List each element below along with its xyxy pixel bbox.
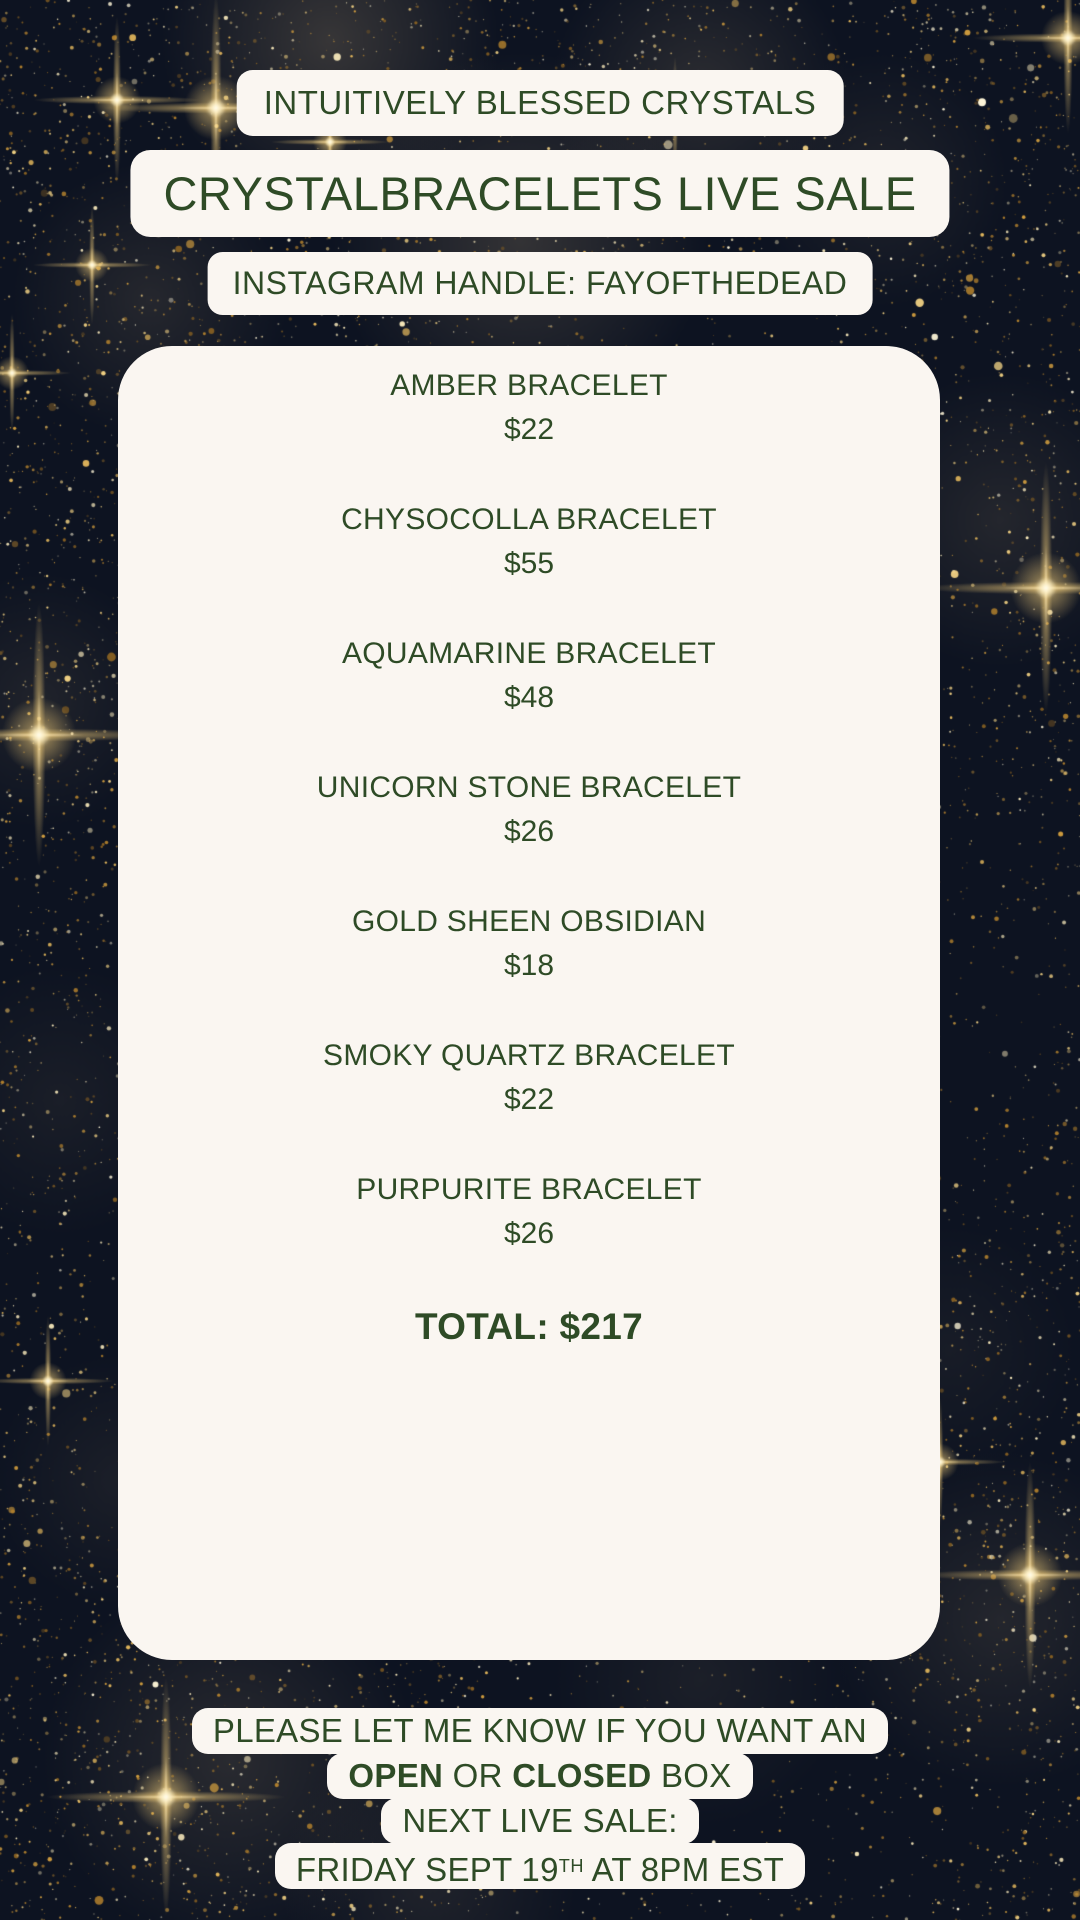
ordinal-suffix: TH	[558, 1856, 584, 1876]
item-price: $55	[503, 547, 555, 580]
open-option-text: OPEN	[348, 1757, 444, 1794]
footer-line-box-options	[327, 1753, 752, 1799]
item-name: PURPURITE BRACELET	[356, 1173, 702, 1206]
item-name: GOLD SHEEN OBSIDIAN	[351, 905, 707, 938]
item-row	[118, 1037, 940, 1119]
instagram-banner	[208, 252, 873, 315]
footer	[0, 1709, 1080, 1889]
total-line: TOTAL: $217	[414, 1306, 644, 1347]
footer-line-next-sale-date	[275, 1843, 805, 1889]
footer-text: AT 8PM EST	[583, 1851, 785, 1889]
footer-text: NEXT LIVE SALE:	[402, 1802, 678, 1839]
item-name: CHYSOCOLLA BRACELET	[341, 503, 717, 536]
brand-banner	[237, 70, 844, 136]
title-banner	[130, 150, 949, 237]
item-name: UNICORN STONE BRACELET	[316, 771, 742, 804]
item-row	[118, 367, 940, 449]
item-price: $26	[503, 1217, 555, 1250]
item-price: $26	[503, 815, 555, 848]
item-row	[118, 903, 940, 985]
item-row	[118, 501, 940, 583]
footer-text: FRIDAY SEPT 19	[295, 1851, 559, 1889]
brand-text: INTUITIVELY BLESSED CRYSTALS	[263, 84, 817, 121]
item-price: $18	[503, 949, 555, 982]
footer-line-next-sale-label	[381, 1798, 698, 1844]
closed-option-text: CLOSED	[512, 1757, 652, 1794]
item-name: AMBER BRACELET	[390, 369, 668, 402]
instagram-text: INSTAGRAM HANDLE: FAYOFTHEDEAD	[232, 265, 848, 301]
item-price: $22	[503, 413, 555, 446]
footer-text: PLEASE LET ME KNOW IF YOU WANT AN	[212, 1712, 868, 1749]
item-row	[118, 1171, 940, 1253]
footer-text: BOX	[651, 1757, 732, 1794]
title-text: CRYSTALBRACELETS LIVE SALE	[163, 167, 917, 220]
price-list-card	[118, 346, 940, 1660]
item-row	[118, 769, 940, 851]
footer-text: OR	[443, 1757, 513, 1794]
item-name: AQUAMARINE BRACELET	[341, 637, 717, 670]
item-price: $48	[503, 681, 555, 714]
item-price: $22	[503, 1083, 555, 1116]
footer-line-box-request	[192, 1708, 888, 1754]
item-row	[118, 635, 940, 717]
item-name: SMOKY QUARTZ BRACELET	[323, 1039, 735, 1072]
